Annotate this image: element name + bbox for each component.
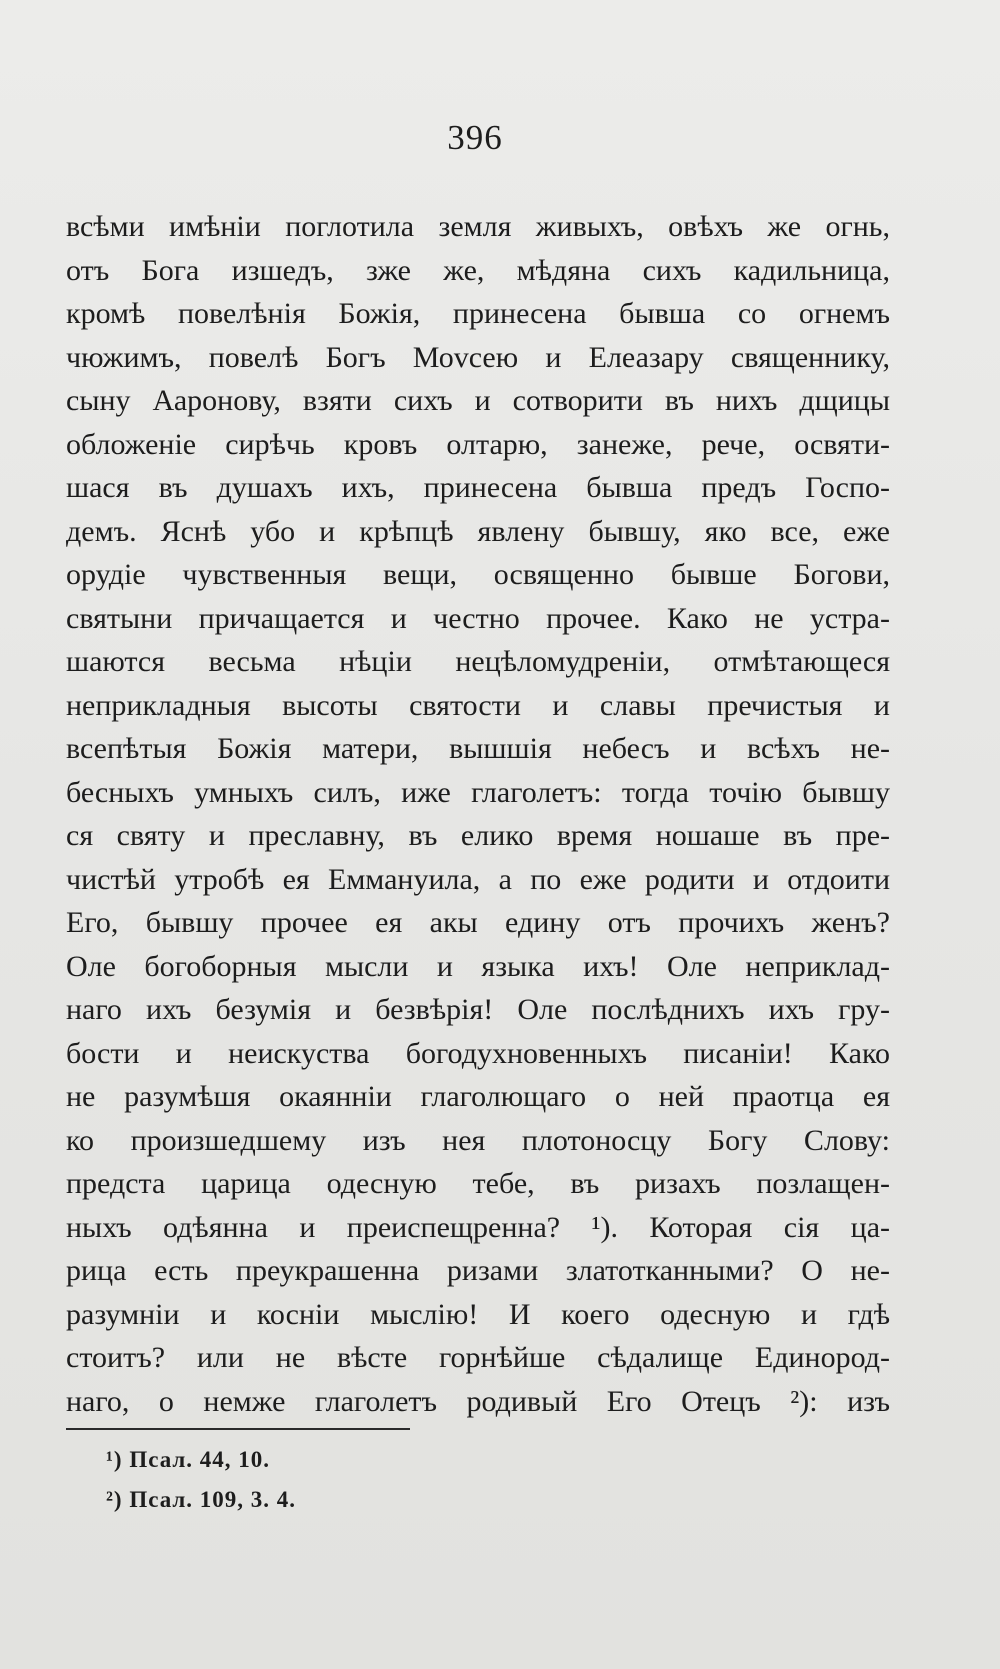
text-line: не разумѣшя окаянніи глаголющаго о ней праотца ея xyxy=(66,1080,890,1113)
text-line: наго, о немже глаголетъ родивый Его Отецъ ²): изъ xyxy=(66,1384,890,1418)
text-line: ныхъ одѣянна и преиспещренна? ¹). Которая сія ца- xyxy=(66,1210,890,1244)
text-line: отъ Бога изшедъ, зже же, мѣдяна сихъ кадильница, xyxy=(66,253,890,287)
footnote-mark: ²) xyxy=(106,1487,123,1512)
text-line: ся святу и преславну, въ елико время ношаше въ пре- xyxy=(66,819,890,852)
footnote-mark: ¹) xyxy=(106,1447,123,1472)
footnote-text: Псал. 44, 10. xyxy=(129,1447,271,1472)
text-line: Его, бывшу прочее ея акы едину отъ прочихъ женъ? xyxy=(66,906,890,939)
text-line: чистѣй утробѣ ея Еммануила, а по еже родити и отдоити xyxy=(66,862,890,896)
text-line: рица есть преукрашенна ризами златотканными? О не- xyxy=(66,1254,890,1287)
body-text xyxy=(66,205,890,1423)
footnote-text: Псал. 109, 3. 4. xyxy=(129,1487,297,1512)
footnote xyxy=(106,1440,606,1480)
text-line: всѣми имѣніи поглотила земля живыхъ, овѣхъ же огнь, xyxy=(66,210,890,243)
text-line: неприкладныя высоты святости и славы пречистыя и xyxy=(66,688,890,722)
text-line: разумніи и косніи мыслію! И коего одесную и гдѣ xyxy=(66,1297,890,1331)
text-line: шаются весьма нѣціи нецѣломудреніи, отмѣтающеся xyxy=(66,645,890,678)
text-line: стоитъ? или не вѣсте горнѣйше сѣдалище Единород- xyxy=(66,1341,890,1374)
text-line: чюжимъ, повелѣ Богъ Моvсею и Елеазару священнику, xyxy=(66,340,890,374)
text-line: бесныхъ умныхъ силъ, иже глаголетъ: тогда точію бывшу xyxy=(66,775,890,809)
text-line: всепѣтыя Божія матери, вышшія небесъ и всѣхъ не- xyxy=(66,732,890,765)
page-number: 396 xyxy=(447,118,503,157)
text-line: святыни причащается и честно прочее. Како не устра- xyxy=(66,601,890,635)
text-line: демъ. Яснѣ убо и крѣпцѣ явлену бывшу, яко все, еже xyxy=(66,514,890,548)
footnote-divider xyxy=(66,1428,410,1430)
text-line: предста царица одесную тебе, въ ризахъ позлащен- xyxy=(66,1167,890,1200)
text-line: сыну Ааронову, взяти сихъ и сотворити въ нихъ дщицы xyxy=(66,384,890,417)
text-line: шася въ душахъ ихъ, принесена бывша предъ Госпо- xyxy=(66,471,890,504)
text-line: кромѣ повелѣнія Божія, принесена бывша со огнемъ xyxy=(66,297,890,330)
footnotes xyxy=(106,1440,606,1520)
footnote xyxy=(106,1480,606,1520)
text-line: бости и неискуства богодухновенныхъ писаніи! Како xyxy=(66,1036,890,1070)
text-line: орудіе чувственныя вещи, освященно бывше Богови, xyxy=(66,558,890,591)
text-line: ко произшедшему изъ нея плотоносцу Богу Слову: xyxy=(66,1123,890,1157)
text-line: обложеніе сирѣчь кровъ олтарю, занеже, рече, освяти- xyxy=(66,427,890,461)
text-line: наго ихъ безумія и безвѣрія! Оле послѣднихъ ихъ гру- xyxy=(66,993,890,1026)
text-line: Оле богоборныя мысли и языка ихъ! Оле неприклад- xyxy=(66,949,890,983)
